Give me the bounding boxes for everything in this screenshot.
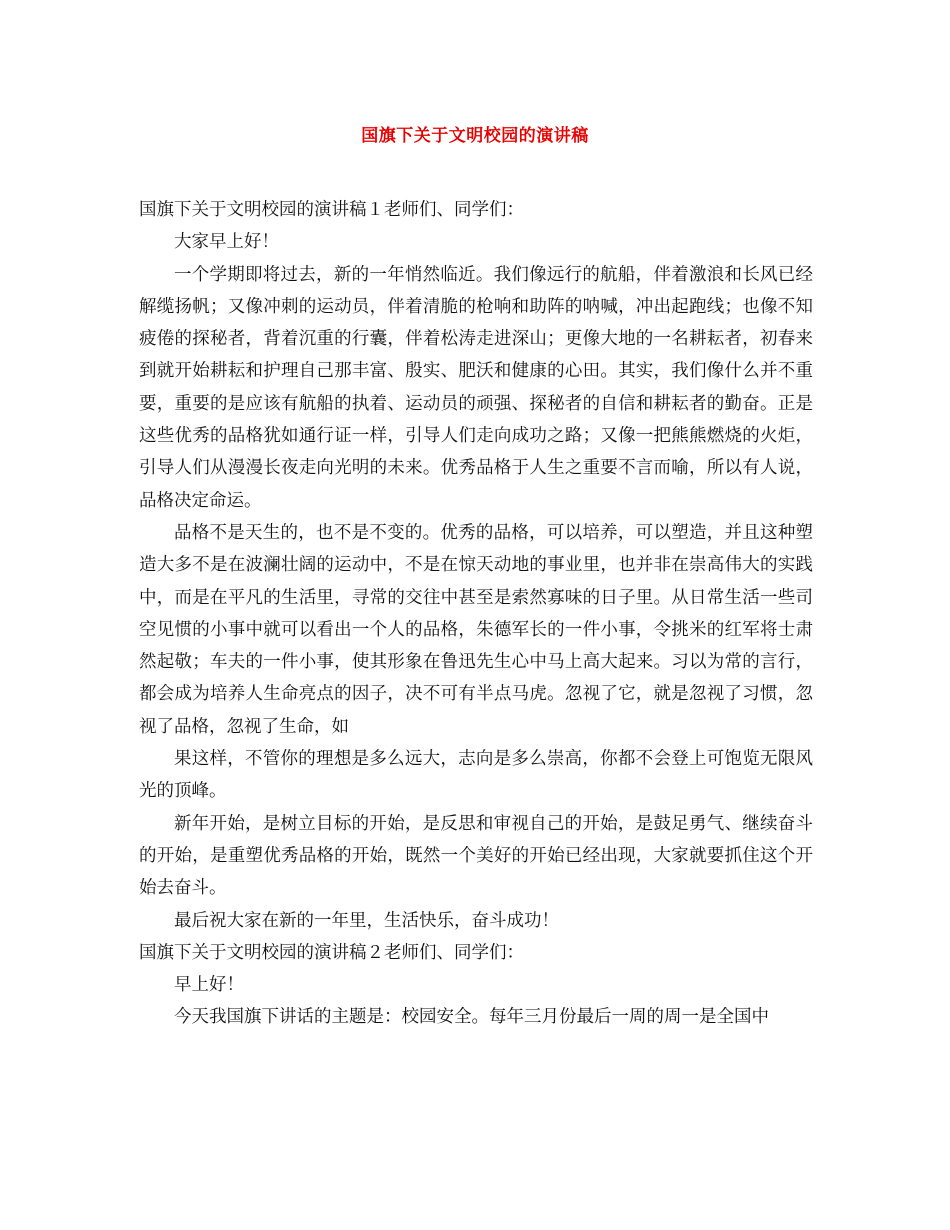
paragraph-body-1: 一个学期即将过去，新的一年悄然临近。我们像远行的航船，伴着激浪和长风已经解缆扬帆；又像冲刺的运动员，伴着清脆的枪响和助阵的呐喊，冲出起跑线；也像不知疲倦的探秘者，背着沉重的行囊，伴着松涛走进深山；更像大地的一名耕耘者，初春来到就开始耕耘和护理自己那丰富、殷实、肥沃和健康的心田。其实，我们像什么并不重要，重要的是应该有航船的执着、运动员的顽强、探秘者的自信和耕耘者的勤奋。正是这些优秀的品格犹如通行证一样，引导人们走向成功之路；又像一把熊熊燃烧的火炬，引导人们从漫漫长夜走向光明的未来。优秀品格于人生之重要不言而喻，所以有人说，品格决定命运。 <box>139 264 813 511</box>
paragraph-body-4: 新年开始，是树立目标的开始，是反思和审视自己的开始，是鼓足勇气、继续奋斗的开始，是重塑优秀品格的开始，既然一个美好的开始已经出现，大家就要抓住这个开始去奋斗。 <box>139 813 813 899</box>
paragraph-closing-1: 最后祝大家在新的一年里，生活快乐，奋斗成功！ <box>174 910 559 931</box>
paragraph-greeting-1: 大家早上好！ <box>174 232 279 253</box>
paragraph-body-3: 果这样，不管你的理想是多么远大，志向是多么崇高，你都不会登上可饱览无限风光的顶峰。 <box>139 749 813 802</box>
paragraph-greeting-2: 早上好！ <box>174 975 244 996</box>
speech-1-heading: 国旗下关于文明校园的演讲稿１老师们、同学们： <box>139 200 524 220</box>
document-body <box>139 194 813 1034</box>
paragraph-body-5: 今天我国旗下讲话的主题是：校园安全。每年三月份最后一周的周一是全国中 <box>174 1007 769 1028</box>
speech-2-heading: 国旗下关于文明校园的演讲稿２老师们、同学们： <box>139 942 524 963</box>
paragraph-body-2: 品格不是天生的，也不是不变的。优秀的品格，可以培养，可以塑造，并且这种塑造大多不是在波澜壮阔的运动中，不是在惊天动地的事业里，也并非在崇高伟大的实践中，而是在平凡的生活里，寻常的交往中甚至是索然寡味的日子里。从日常生活一些司空见惯的小事中就可以看出一个人的品格，朱德军长的一件小事，令挑米的红军将士肃然起敬；车夫的一件小事，使其形象在鲁迅先生心中马上高大起来。习以为常的言行，都会成为培养人生命亮点的因子，决不可有半点马虎。忽视了它，就是忽视了习惯，忽视了品格，忽视了生命，如 <box>139 522 813 737</box>
document-title: 国旗下关于文明校园的演讲稿 <box>361 126 589 146</box>
